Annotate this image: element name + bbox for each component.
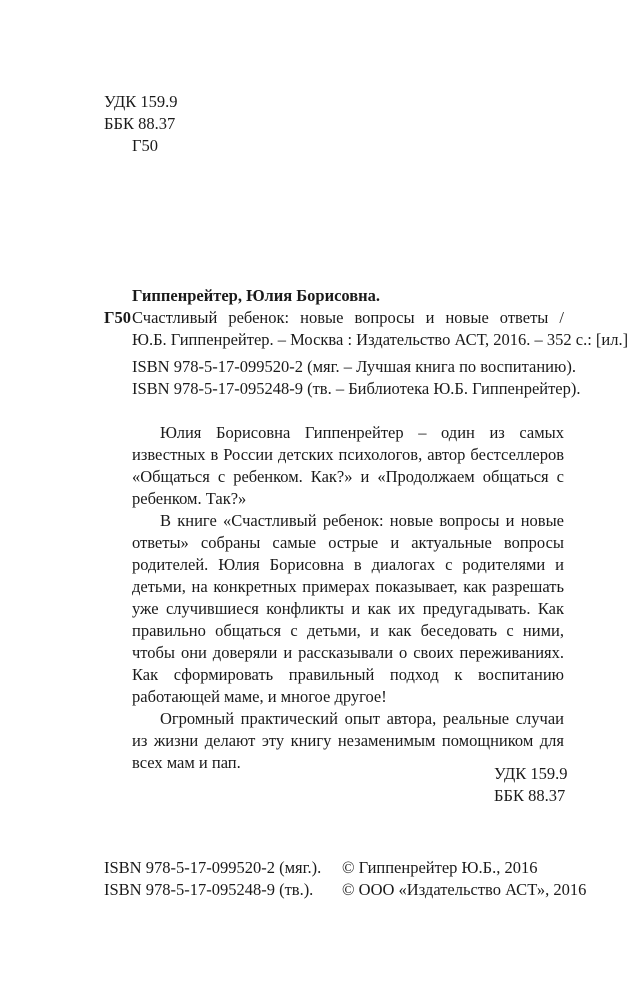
annotation-paragraph: Юлия Борисовна Гиппенрейтер – один из самых известных в России детских психологов, автор бестселлеров «Общаться с ребенком. Как?» и «Продолжаем общаться с ребенком. Так?»	[132, 423, 564, 508]
author-mark: Г50	[132, 136, 159, 155]
copyright-publisher: © ООО «Издательство АСТ», 2016	[342, 880, 587, 899]
bibliographic-record	[104, 285, 629, 351]
copyright-author: © Гиппенрейтер Ю.Б., 2016	[342, 858, 538, 877]
isbn-block	[132, 356, 581, 400]
annotation-paragraph: Огромный практический опыт автора, реальные случаи из жизни делают эту книгу незаменимым помощником для всех мам и пап.	[132, 709, 564, 772]
title-row	[104, 307, 564, 329]
footer-isbn	[104, 857, 321, 901]
footer-copyright	[342, 857, 586, 901]
udk-code: УДК 159.9	[104, 92, 178, 111]
bbk-code: ББК 88.37	[494, 786, 566, 805]
annotation	[132, 422, 564, 774]
isbn-soft-cover: ISBN 978-5-17-099520-2 (мяг. – Лучшая книга по воспитанию).	[132, 357, 576, 376]
udk-code: УДК 159.9	[494, 764, 568, 783]
footer-isbn-hard: ISBN 978-5-17-095248-9 (тв.).	[104, 880, 314, 899]
author-mark-inline: Г50	[104, 308, 131, 327]
author-heading: Гиппенрейтер, Юлия Борисовна.	[132, 286, 381, 305]
book-title-line: Счастливый ребенок: новые вопросы и новые ответы /	[132, 308, 564, 327]
publication-details: Ю.Б. Гиппенрейтер. – Москва : Издательство АСТ, 2016. – 352 с.: [ил.]	[132, 330, 629, 349]
annotation-paragraph: В книге «Счастливый ребенок: новые вопросы и новые ответы» собраны самые острые и актуальные вопросы родителей. Юлия Борисовна в диалогах с родителями и детьми, на конкретных примерах показывает, как разрешать уже случившиеся конфликты и как их предугадывать. Как правильно общаться с детьми, и как беседовать с ними, чтобы они доверяли и рассказывали о своих переживаниях. Как сформировать правильный подход к воспитанию работающей маме, и многое другое!	[132, 511, 564, 706]
isbn-hard-cover: ISBN 978-5-17-095248-9 (тв. – Библиотека Ю.Б. Гиппенрейтер).	[132, 379, 581, 398]
top-classification-codes	[104, 91, 178, 157]
bbk-code: ББК 88.37	[104, 114, 176, 133]
bottom-classification-codes	[494, 763, 568, 807]
footer-isbn-soft: ISBN 978-5-17-099520-2 (мяг.).	[104, 858, 322, 877]
